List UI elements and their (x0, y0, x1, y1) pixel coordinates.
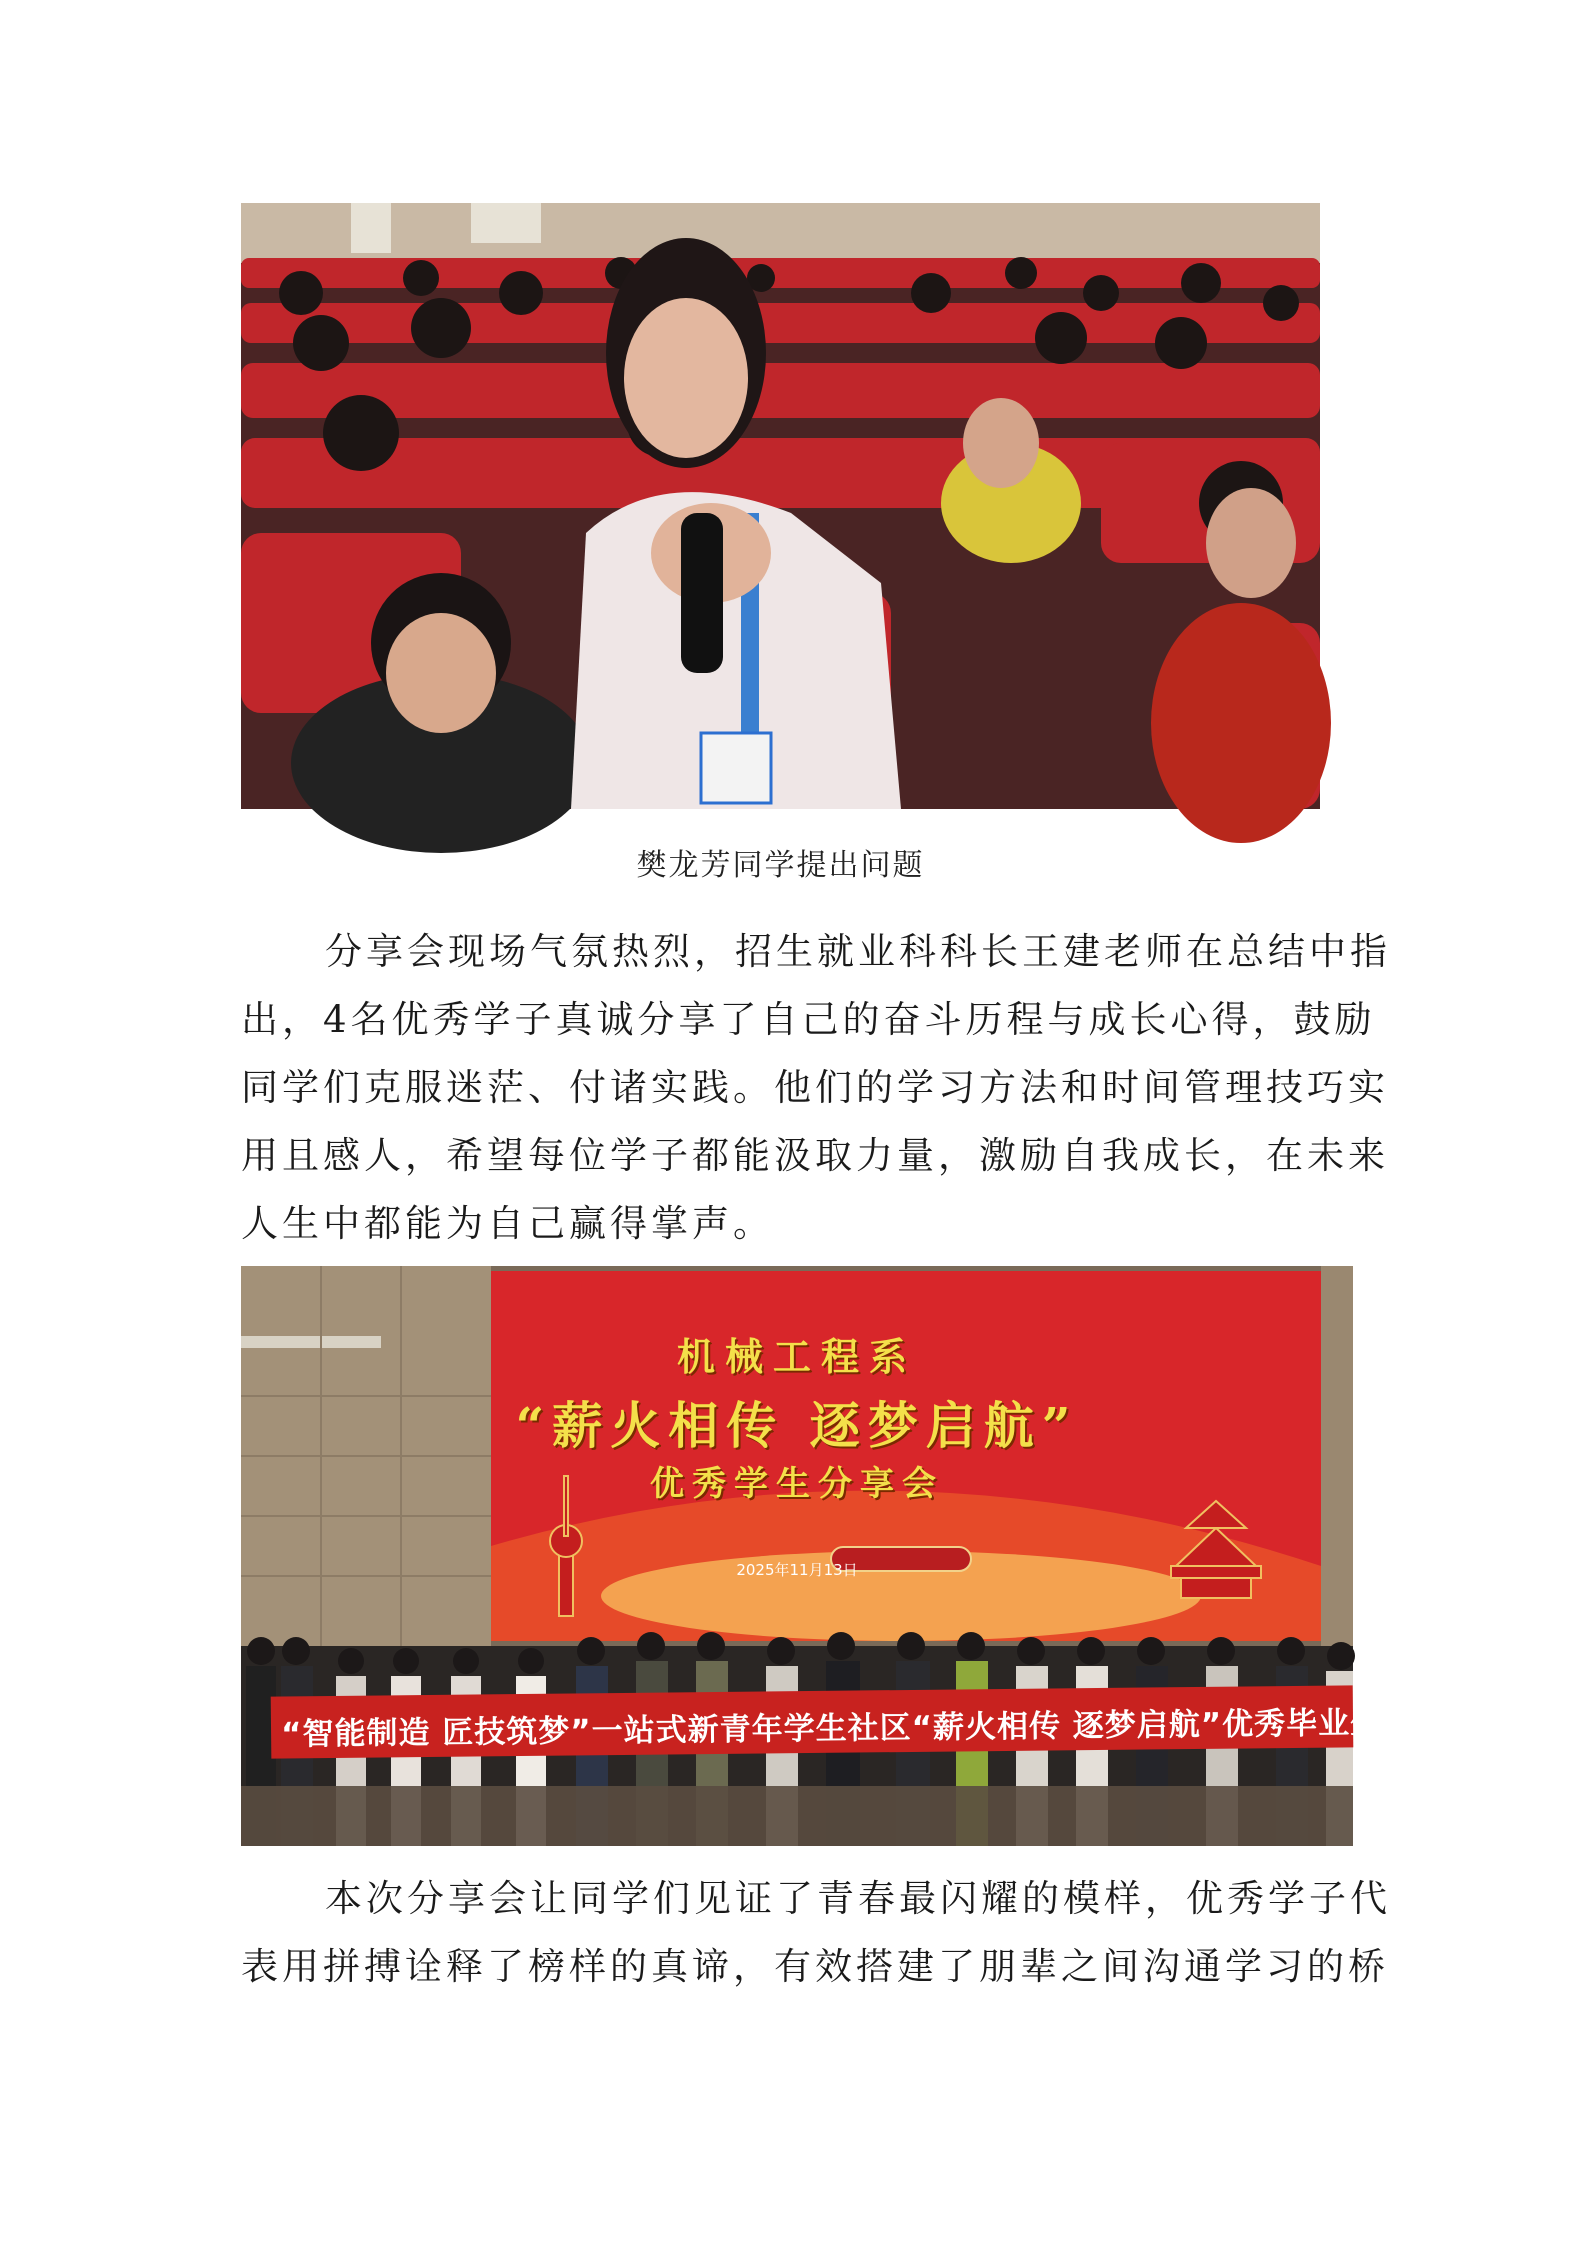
photo-caption: 樊龙芳同学提出问题 (636, 848, 925, 883)
paragraph-line: 本次分享会让同学们见证了青春最闪耀的模样，优秀学子代 (325, 1877, 1391, 1920)
screen-line-3: 优秀学生分享会 (650, 1464, 944, 1504)
paragraph-line: 人生中都能为自己赢得掌声。 (241, 1202, 774, 1245)
screen-line-1: 机械工程系 (676, 1334, 917, 1379)
banner-text: “智能制造 匠技筑梦”一站式新青年学生社区“薪火相传 逐梦启航”优秀毕业生分享会 (280, 1704, 1479, 1753)
screen-line-2: “薪火相传 逐梦启航” (515, 1396, 1079, 1455)
auditorium-scene (241, 203, 1320, 809)
paragraph-line: 同学们克服迷茫、付诸实践。他们的学习方法和时间管理技巧实 (241, 1066, 1389, 1109)
auditorium-photo (241, 203, 1320, 809)
paragraph-2 (241, 1865, 1391, 2001)
stage-photo (241, 1266, 1479, 1846)
paragraph-line: 用且感人，希望每位学子都能汲取力量，激励自我成长，在未来 (241, 1134, 1389, 1177)
paragraph-1 (241, 918, 1391, 1258)
paragraph-line: 出，4名优秀学子真诚分享了自己的奋斗历程与成长心得，鼓励 (241, 998, 1376, 1041)
screen-date: 2025年11月13日 (736, 1561, 858, 1579)
paragraph-line: 分享会现场气氛热烈，招生就业科科长王建老师在总结中指 (325, 930, 1391, 973)
red-banner (271, 1685, 1479, 1758)
paragraph-line: 表用拼搏诠释了榜样的真谛，有效搭建了朋辈之间沟通学习的桥 (241, 1945, 1389, 1988)
